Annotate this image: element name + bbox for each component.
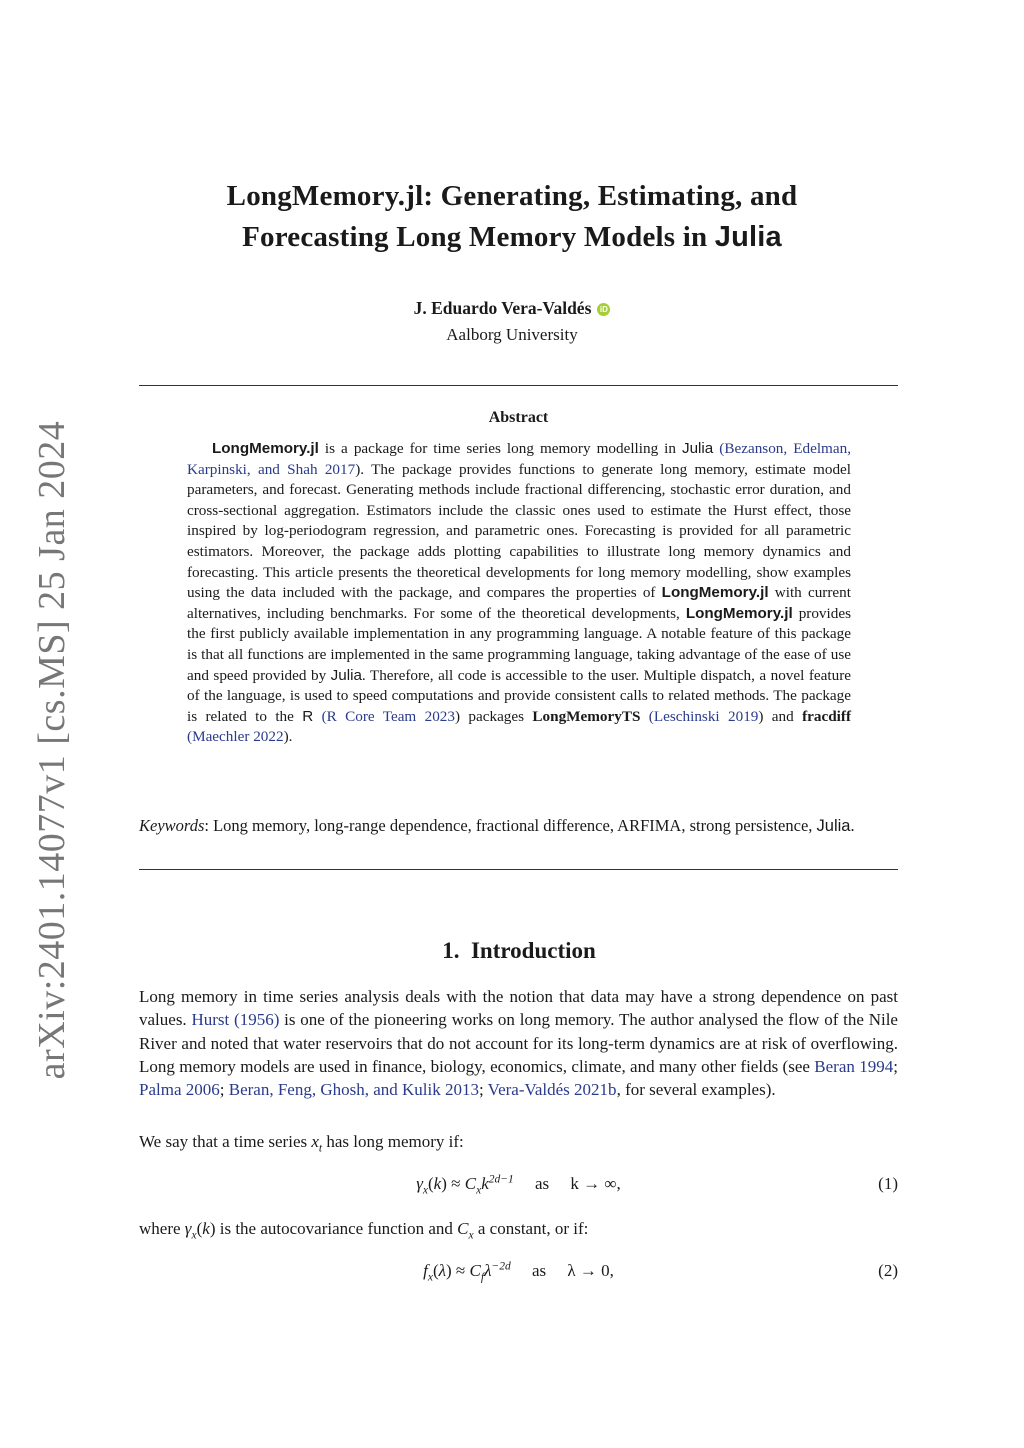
math-var: C: [469, 1261, 481, 1280]
math-word: as: [531, 1261, 547, 1280]
equation-2-number: (2): [878, 1261, 898, 1280]
orcid-icon[interactable]: iD: [597, 303, 610, 316]
citation-separator: ;: [219, 1080, 229, 1100]
math-var: x: [311, 1132, 319, 1151]
abstract-fragment: ) and: [758, 707, 803, 725]
citation-hurst[interactable]: Hurst (1956): [191, 1010, 280, 1030]
keyword-julia: Julia: [816, 817, 851, 835]
language-name: Julia: [682, 440, 714, 457]
math-sub: x: [191, 1229, 197, 1242]
math-op: (: [196, 1219, 203, 1238]
abstract-fragment: is a package for time series long memory modelling in: [318, 440, 683, 457]
abstract-fragment: provides the first publicly available implementation in any programming language. A notable feature of this package is that all functions are implemented in the same programming language, taking advantage of the ease of use and speed provided by: [187, 604, 851, 684]
math-sub: f: [480, 1271, 485, 1284]
equation-2: [139, 1261, 898, 1287]
citation-palma[interactable]: Palma 2006: [139, 1080, 220, 1100]
math-sub: x: [468, 1229, 474, 1242]
section-heading: [0, 938, 1024, 964]
citation-link: (: [719, 440, 725, 457]
math-op: ≈: [451, 1261, 470, 1280]
intro-fragment: a constant, or if:: [473, 1219, 589, 1238]
intro-paragraph-1: [139, 985, 898, 1101]
equation-2-body: [139, 1260, 898, 1284]
citation-separator: ;: [893, 1056, 898, 1076]
equation-1-body: [139, 1173, 898, 1197]
intro-fragment: is the autocovariance function and: [215, 1219, 458, 1238]
keywords: [139, 814, 898, 838]
citation-separator: ;: [479, 1080, 488, 1100]
author-name: J. Eduardo Vera-Valdés: [413, 298, 592, 318]
title-line-2-text: Forecasting Long Memory Models in: [242, 221, 708, 253]
section-title: Introduction: [470, 938, 596, 963]
math-var: λ: [484, 1261, 492, 1280]
math-var: k: [433, 1174, 442, 1193]
abstract-fragment: . Therefore, all code is accessible to the user. Multiple dispatch, a novel feature of the language, is used to speed computations and provide consistent calls to related methods. The package is related to the: [187, 666, 851, 725]
keywords-end: .: [850, 816, 855, 835]
citation-bezanson[interactable]: Bezanson, Edelman, Karpinski, and Shah 2017: [187, 440, 851, 478]
math-op: (: [432, 1261, 439, 1280]
abstract-fragment: ). The package provides functions to generate long memory, estimate model parameters, and forecast. Generating methods include fractional differencing, stochastic error duration, and cross-sectional aggregation. Estimators include the classic ones used to estimate the Hurst effect, those inspired by log-periodogram regression, and parametric ones. Forecasting is provided for all parametric estimators. Moreover, the package adds plotting capabilities to illustrate long memory dynamics and forecasting. This article presents the theoretical developments for long memory modelling, show examples using the data included with the package, and compares the properties of: [187, 460, 852, 602]
package-name: LongMemory.jl: [685, 604, 793, 622]
title-line-2: [0, 217, 1024, 258]
math-var: C: [464, 1174, 477, 1193]
package-fracdiff: fracdiff: [802, 707, 852, 725]
intro-paragraph-3: [139, 1217, 898, 1240]
math-op: ): [446, 1261, 452, 1280]
package-name: LongMemory.jl: [212, 440, 319, 457]
equation-1-number: (1): [878, 1174, 898, 1193]
author-affiliation: Aalborg University: [446, 325, 578, 344]
keywords-label: Keywords: [139, 816, 205, 835]
math-var: f: [423, 1261, 428, 1280]
math-op: ): [209, 1219, 216, 1238]
title-language: Julia: [714, 221, 782, 253]
abstract-heading: Abstract: [488, 409, 549, 426]
citation-rcore[interactable]: R Core Team 2023: [326, 707, 455, 725]
paper-title: [0, 176, 1024, 258]
title-line-1: LongMemory.jl: Generating, Estimating, and: [226, 180, 798, 212]
citation-paren: (: [648, 707, 654, 725]
package-name: LongMemory.jl: [661, 584, 769, 602]
intro-fragment: We say that a time series: [139, 1132, 312, 1151]
math-sub: x: [427, 1271, 433, 1284]
package-longmemoryts: LongMemoryTS: [532, 707, 641, 725]
math-var: γ: [184, 1219, 192, 1238]
citation-beran-2013[interactable]: Beran, Feng, Ghosh, and Kulik 2013: [228, 1080, 479, 1100]
math-sub: x: [476, 1184, 482, 1197]
math-limit: k → ∞,: [570, 1174, 621, 1193]
math-exponent: −2d: [491, 1260, 511, 1273]
math-var: k: [481, 1174, 489, 1193]
math-limit: λ → 0,: [567, 1261, 614, 1280]
abstract-text: [187, 439, 851, 748]
math-sub: x: [422, 1184, 428, 1197]
math-var: C: [457, 1219, 469, 1238]
intro-fragment: , for several examples).: [616, 1080, 776, 1100]
section-number: 1.: [442, 938, 460, 963]
math-var: γ: [416, 1174, 423, 1193]
math-sub: t: [318, 1142, 323, 1155]
intro-fragment: has long memory if:: [322, 1132, 464, 1151]
citation-maechler[interactable]: Maechler 2022: [192, 728, 284, 746]
r-language-name: R: [302, 707, 314, 725]
math-word: as: [535, 1174, 550, 1193]
abstract-top-rule: [139, 385, 898, 386]
abstract-fragment: with current alternatives, including benchmarks. For some of the theoretical developments,: [187, 584, 851, 622]
abstract-fragment: ) packages: [454, 707, 533, 725]
citation-paren: (: [187, 728, 193, 746]
intro-fragment: is one of the pioneering works on long memory. The author analysed the flow of the Nile River and noted that water reservoirs that do not account for its long-term dynamics are at risk of overflowing. Long memory models are used in finance, biology, economics, climate, and many other fields (see: [139, 1010, 898, 1076]
math-op: (: [428, 1174, 434, 1193]
citation-beran-1994[interactable]: Beran 1994: [814, 1056, 894, 1076]
intro-paragraph-2: [139, 1130, 898, 1153]
math-var: λ: [438, 1261, 446, 1280]
abstract-bottom-rule: [139, 869, 898, 870]
citation-paren: (: [321, 707, 327, 725]
math-op: ): [441, 1174, 447, 1193]
intro-fragment: Long memory in time series analysis deals with the notion that data may have a strong dependence on past values.: [139, 987, 898, 1030]
keywords-text: : Long memory, long-range dependence, fractional difference, ARFIMA, strong persistence,: [204, 816, 817, 835]
author-line: [0, 298, 1024, 319]
citation-leschinski[interactable]: Leschinski 2019: [653, 707, 759, 725]
abstract-fragment: ).: [283, 728, 293, 746]
citation-vera-valdes[interactable]: Vera-Valdés 2021b: [487, 1080, 617, 1100]
intro-fragment: where: [139, 1219, 185, 1238]
language-name: Julia: [330, 666, 362, 684]
math-exponent: 2d−1: [488, 1173, 514, 1186]
arxiv-identifier: arXiv:2401.14077v1 [cs.MS] 25 Jan 2024: [31, 420, 73, 1080]
equation-1: [139, 1174, 898, 1200]
math-op: ≈: [446, 1174, 465, 1193]
math-var: k: [202, 1219, 210, 1238]
